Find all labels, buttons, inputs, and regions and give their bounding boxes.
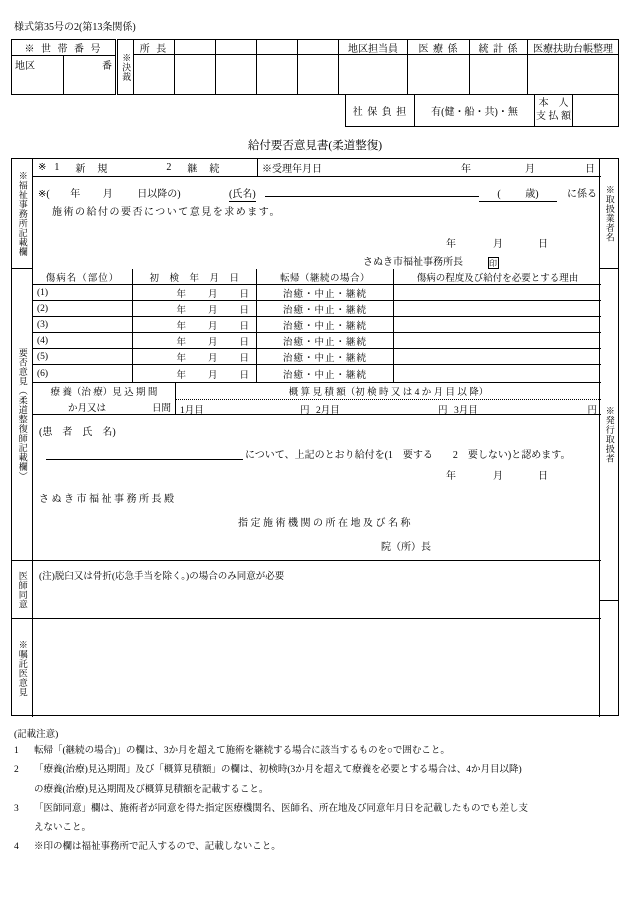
- welfare-office-name: さぬき市福祉事務所長: [363, 257, 463, 268]
- practitioner-date-year: 年: [446, 471, 456, 482]
- application-type-1-num: 1: [54, 162, 60, 173]
- diagnosis-reason-cell[interactable]: [394, 333, 601, 348]
- diagnosis-name-cell[interactable]: [33, 365, 133, 383]
- note-text: 「療養(治療)見込期間」及び「概算見積額」の欄は、初検時(3か月を超えて療養を必要とする場合は、4か月目以降): [34, 765, 522, 776]
- estimate-month3-label: 3月目: [454, 406, 478, 416]
- since-month: 月: [102, 189, 113, 200]
- treatment-period-months-label: か月又は: [68, 403, 107, 414]
- note-number: 2: [14, 765, 19, 776]
- note-text: 転帰「(継続の場合)」の欄は、3か月を超えて施術を継続する場合に該当するものを○で囲むこと。: [34, 746, 450, 756]
- diagnosis-reason-cell[interactable]: [394, 317, 601, 332]
- diagnosis-outcome-cell[interactable]: 治癒・中止・継続: [257, 317, 394, 332]
- since-suffix: 日以降の): [137, 189, 181, 200]
- approval-col-ledger[interactable]: [528, 40, 618, 94]
- page-title: 給付要否意見書(柔道整復): [247, 140, 383, 152]
- estimate-month1-label: 1月目: [180, 406, 204, 416]
- patient-name-input-top[interactable]: [265, 185, 479, 197]
- diagnosis-outcome-cell[interactable]: 治癒・中止・継続: [257, 365, 394, 383]
- diagnosis-col-header-name: 傷病名（部位）: [33, 269, 133, 284]
- self-payment-value-cell[interactable]: [573, 95, 618, 126]
- approval-col-district-staff[interactable]: [339, 40, 408, 94]
- diagnosis-outcome-cell[interactable]: 治癒・中止・継続: [257, 301, 394, 316]
- approval-shocho-label: 所 長: [134, 40, 174, 55]
- approval-col-statistics-label: 統 計 係: [470, 40, 527, 55]
- approval-col-statistics[interactable]: [470, 40, 528, 94]
- seal-stamp-icon[interactable]: 印: [489, 258, 497, 268]
- diagnosis-date-cell[interactable]: 年 月 日: [133, 365, 257, 383]
- facility-director-label: 院（所）長: [381, 542, 431, 553]
- treatment-period-days-label: 日間: [151, 403, 171, 414]
- patient-name-input[interactable]: [46, 448, 243, 460]
- welfare-date-year: 年: [446, 239, 456, 250]
- note-text: 「医師同意」欄は、施術者が同意を得た指定医療機関名、医師名、所在地及び同意年月日を記載したものでも差し支: [34, 803, 529, 814]
- welfare-date-month: 月: [493, 239, 503, 250]
- sidebar-label-handler-name: ※取扱業者名: [599, 159, 618, 269]
- patient-name-label: (患 者 氏 名): [39, 427, 116, 438]
- application-type-options[interactable]: [33, 159, 258, 176]
- facility-address-label: 指 定 施 術 機 関 の 所 在 地 及 び 名 称: [238, 518, 411, 529]
- household-header: ※ 世 帯 番 号: [12, 40, 115, 56]
- note-number: 4: [14, 842, 19, 853]
- diagnosis-table: [33, 269, 601, 383]
- note-item: [14, 803, 614, 817]
- receipt-date-month: 月: [525, 164, 535, 175]
- diagnosis-row: [33, 301, 601, 317]
- treatment-period-header: 療 養（治 療）見 込 期 間: [50, 388, 158, 398]
- diagnosis-row-number: (2): [37, 303, 49, 314]
- application-type-row: [33, 159, 601, 177]
- approval-table: [117, 39, 619, 95]
- form-number: 様式第35号の2(第13条関係): [14, 22, 136, 33]
- diagnosis-row: [33, 349, 601, 365]
- approval-col-5[interactable]: [298, 40, 339, 94]
- sidebar-label-opinion: 要否意見（柔道整復師記載欄）: [12, 269, 33, 561]
- diagnosis-reason-cell[interactable]: [394, 365, 601, 383]
- sidebar-blank-bottom: [599, 601, 618, 717]
- note-item: [14, 764, 614, 778]
- diagnosis-header-row: [33, 269, 601, 285]
- diagnosis-reason-cell[interactable]: [394, 301, 601, 316]
- diagnosis-date-cell[interactable]: 年 月 日: [133, 301, 257, 316]
- application-type-marker: ※: [38, 162, 47, 173]
- notes-heading: (記載注意): [14, 730, 59, 740]
- approval-col-4[interactable]: [257, 40, 298, 94]
- diagnosis-col-header-outcome: 転帰（継続の場合）: [257, 269, 394, 284]
- since-prefix: ※(: [38, 189, 50, 200]
- diagnosis-row-number: (4): [37, 335, 49, 346]
- diagnosis-name-cell[interactable]: [33, 349, 133, 364]
- treatment-period-block: [33, 383, 176, 414]
- welfare-date-day: 日: [538, 239, 548, 250]
- doctor-consent-section[interactable]: [33, 561, 601, 619]
- practitioner-declaration: [33, 415, 601, 561]
- diagnosis-outcome-cell[interactable]: 治癒・中止・継続: [257, 285, 394, 300]
- diagnosis-name-cell[interactable]: [33, 333, 133, 348]
- diagnosis-col-header-reason: 傷病の程度及び給付を必要とする理由: [416, 273, 579, 284]
- receipt-date-row[interactable]: [258, 159, 601, 176]
- declaration-addressee: さ ぬ き 市 福 祉 事 務 所 長 殿: [39, 494, 174, 505]
- diagnosis-reason-cell[interactable]: [394, 349, 601, 364]
- treatment-period-inputs[interactable]: [33, 399, 175, 414]
- receipt-date-day: 日: [585, 164, 595, 175]
- self-payment-label-l1: 本 人: [538, 98, 569, 109]
- advisor-opinion-section[interactable]: [33, 619, 601, 717]
- diagnosis-date-cell[interactable]: 年 月 日: [133, 285, 257, 300]
- approval-col-shocho[interactable]: [134, 40, 175, 94]
- diagnosis-row: [33, 285, 601, 301]
- self-payment-label: [535, 95, 573, 126]
- opinion-request-block: [33, 177, 601, 269]
- estimate-month1-yen: 円: [300, 406, 310, 416]
- estimate-month2-yen: 円: [438, 406, 448, 416]
- approval-vertical-label: ※決裁: [118, 40, 134, 94]
- note-text: ※印の欄は福祉事務所で記入するので、記載しないこと。: [34, 842, 281, 853]
- welfare-office-signature: [363, 253, 499, 269]
- receipt-date-label: ※受理年月日: [262, 164, 322, 175]
- social-insurance-row: [345, 95, 619, 127]
- since-year: 年: [70, 189, 81, 200]
- diagnosis-outcome-cell[interactable]: 治癒・中止・継続: [257, 349, 394, 364]
- diagnosis-reason-cell[interactable]: [394, 285, 601, 300]
- patient-age-open: (: [497, 189, 501, 200]
- patient-age-field[interactable]: [479, 185, 557, 202]
- diagnosis-outcome-cell[interactable]: 治癒・中止・継続: [257, 333, 394, 348]
- household-district-cell[interactable]: [12, 56, 64, 95]
- household-table: [11, 39, 116, 95]
- approval-col-medical[interactable]: [408, 40, 470, 94]
- sidebar-label-issuer: ※発行取扱者: [599, 269, 618, 601]
- diagnosis-row-number: (6): [37, 369, 49, 379]
- kakaru-text: に係る: [567, 189, 597, 200]
- application-type-2-label[interactable]: 継 続: [187, 164, 221, 175]
- since-date-line: [38, 185, 181, 200]
- diagnosis-row-number: (3): [37, 319, 49, 330]
- approval-col-2[interactable]: [175, 40, 216, 94]
- note-continuation: えないこと。: [34, 823, 92, 834]
- practitioner-date-day: 日: [538, 471, 548, 482]
- diagnosis-row: [33, 333, 601, 349]
- declaration-statement: について、上記のとおり給付を(1 要する 2 要しない)と認めます。: [245, 450, 571, 461]
- notes-block: [14, 726, 614, 861]
- diagnosis-row: [33, 365, 601, 383]
- household-number-cell[interactable]: [64, 56, 115, 95]
- diagnosis-col-header-first-exam: 初 検 年 月 日: [133, 269, 257, 284]
- estimated-amount-header: 概 算 見 積 額（初 検 時 又 は 4 か 月 目 以 降）: [288, 388, 489, 398]
- note-number: 3: [14, 803, 19, 814]
- note-continuation: の療養(治療)見込期間及び概算見積額を記載すること。: [34, 784, 269, 795]
- application-type-2-num: 2: [166, 162, 172, 173]
- self-payment-label-l2: 支 払 額: [536, 110, 571, 122]
- diagnosis-name-cell[interactable]: [33, 317, 133, 332]
- sidebar-label-welfare-office: ※福祉事務所記載欄: [12, 159, 33, 269]
- estimate-section: [33, 383, 601, 415]
- patient-name-label-top: (氏名): [229, 185, 256, 202]
- sidebar-label-doctor-consent: 医師同意: [12, 561, 33, 619]
- approval-col-3[interactable]: [216, 40, 257, 94]
- opinion-request-sentence: 施術の給付の要否について意見を求めます。: [52, 207, 281, 218]
- diagnosis-date-cell[interactable]: 年 月 日: [133, 317, 257, 332]
- household-district-label: 地区: [15, 61, 35, 72]
- main-form-body: [11, 158, 619, 716]
- doctor-consent-note: (注)脱臼又は骨折(応急手当を除く。)の場合のみ同意が必要: [39, 572, 285, 582]
- sidebar-label-advisor-opinion: ※嘱託医意見: [12, 619, 33, 717]
- estimate-month3-yen: 円: [587, 406, 597, 416]
- diagnosis-name-cell[interactable]: [33, 285, 133, 300]
- household-number-label: 番: [102, 61, 112, 72]
- diagnosis-name-cell[interactable]: [33, 301, 133, 316]
- diagnosis-row-number: (1): [37, 287, 49, 298]
- approval-col-district-staff-label: 地区担当員: [339, 40, 407, 55]
- approval-col-medical-label: 医 療 係: [408, 40, 469, 55]
- diagnosis-row-number: (5): [37, 351, 49, 362]
- practitioner-date-month: 月: [493, 471, 503, 482]
- estimated-amount-months-row[interactable]: [176, 399, 601, 414]
- diagnosis-row: [33, 317, 601, 333]
- note-number: 1: [14, 746, 19, 756]
- diagnosis-date-cell[interactable]: 年 月 日: [133, 333, 257, 348]
- social-insurance-label: 社 保 負 担: [346, 95, 415, 126]
- note-item: [14, 745, 614, 759]
- patient-age-label: 歳): [525, 189, 539, 200]
- estimated-amount-block: [176, 383, 601, 414]
- application-type-1-label[interactable]: 新 規: [75, 164, 109, 175]
- estimate-month2-label: 2月目: [316, 406, 340, 416]
- note-item: [14, 841, 614, 855]
- social-insurance-options[interactable]: 有(健・船・共)・無: [415, 95, 535, 126]
- receipt-date-year: 年: [461, 164, 471, 175]
- diagnosis-date-cell[interactable]: 年 月 日: [133, 349, 257, 364]
- approval-col-ledger-label: 医療扶助台帳整理: [528, 40, 618, 55]
